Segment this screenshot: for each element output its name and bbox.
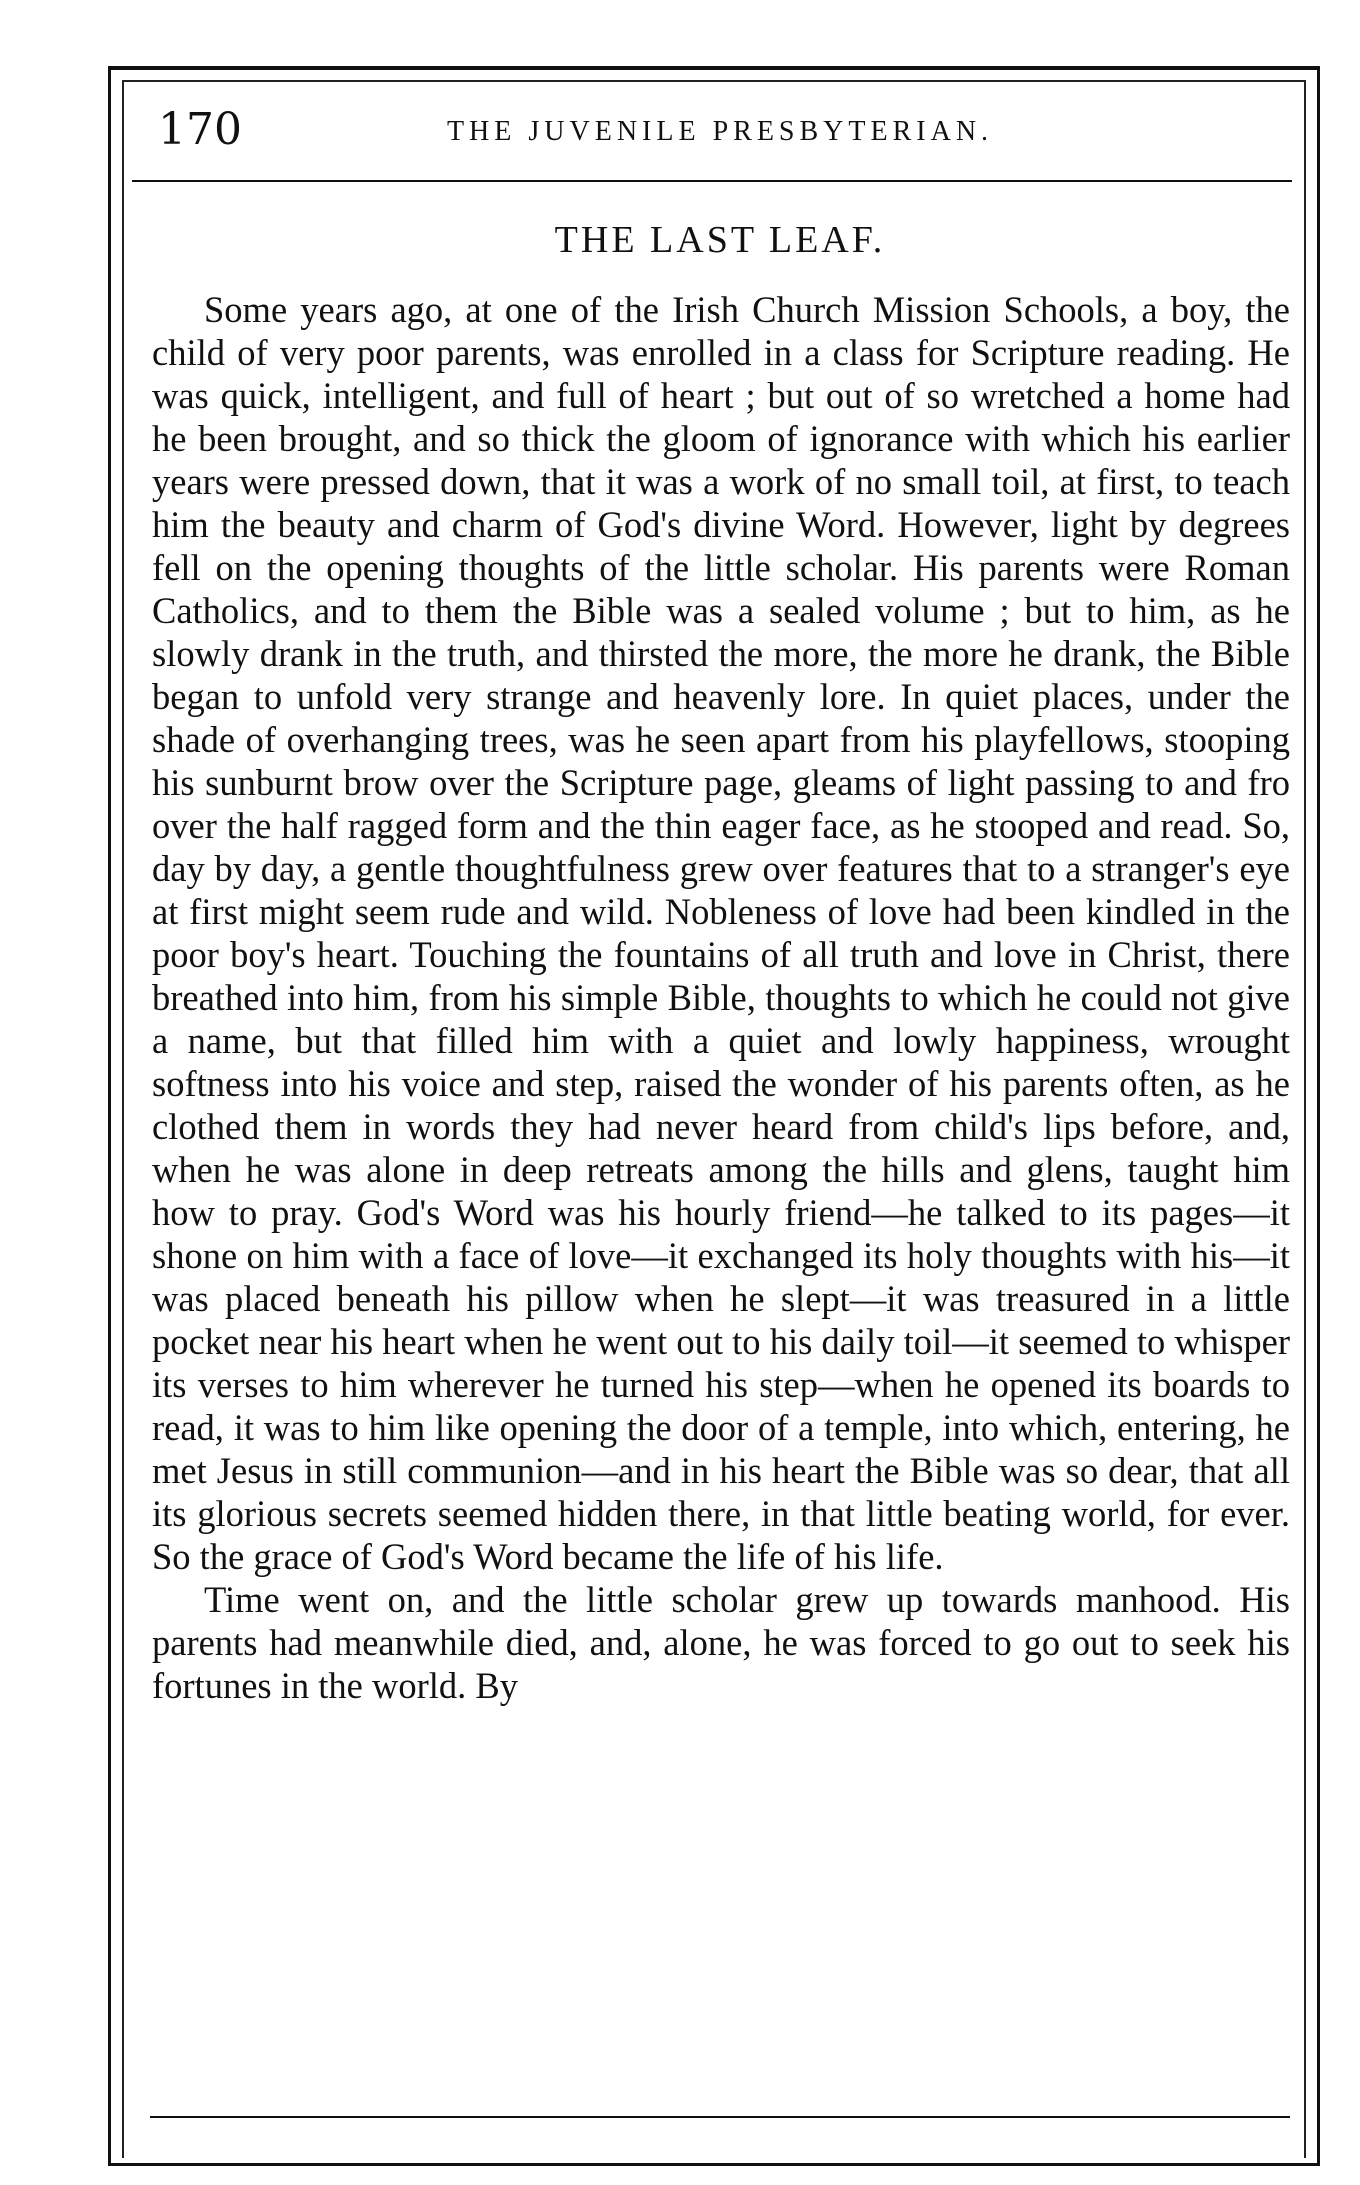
- page-header: [150, 96, 1290, 166]
- article-body: [152, 288, 1290, 1707]
- paragraph: Some years ago, at one of the Irish Church Mission Schools, a boy, the child of very poor parents, was enrolled in a class for Scripture reading. He was quick, intelligent, and full of heart ; but out of so wretched a home had he been brought, and so thick the gloom of ignorance with which his earlier years were pressed down, that it was a work of no small toil, at first, to teach him the beauty and charm of God's divine Word. However, light by degrees fell on the opening thoughts of the little scholar. His parents were Roman Catholics, and to them the Bible was a sealed volume ; but to him, as he slowly drank in the truth, and thirsted the more, the more he drank, the Bible began to unfold very strange and heavenly lore. In quiet places, under the shade of overhanging trees, was he seen apart from his playfellows, stooping his sunburnt brow over the Scripture page, gleams of light passing to and fro over the half ragged form and the thin eager face, as he stooped and read. So, day by day, a gentle thoughtfulness grew over features that to a stranger's eye at first might seem rude and wild. Nobleness of love had been kindled in the poor boy's heart. Touching the fountains of all truth and love in Christ, there breathed into him, from his simple Bible, thoughts to which he could not give a name, but that filled him with a quiet and lowly happiness, wrought softness into his voice and step, raised the wonder of his parents often, as he clothed them in words they had never heard from child's lips before, and, when he was alone in deep retreats among the hills and glens, taught him how to pray. God's Word was his hourly friend—he talked to its pages—it shone on him with a face of love—it exchanged its holy thoughts with his—it was placed beneath his pillow when he slept—it was treasured in a little pocket near his heart when he went out to his daily toil—it seemed to whisper its verses to him wherever he turned his step—when he opened its boards to read, it was to him like opening the door of a temple, into which, entering, he met Jesus in still communion—and in his heart the Bible was so dear, that all its glorious secrets seemed hidden there, in that little beating world, for ever. So the grace of God's Word became the life of his life.: [152, 289, 1290, 1577]
- header-rule: [132, 180, 1292, 182]
- paragraph: Time went on, and the little scholar grew up towards manhood. His parents had meanwhile died, and, alone, he was forced to go out to seek his fortunes in the world. By: [152, 1579, 1290, 1706]
- page-number: 170: [158, 104, 242, 155]
- running-head: THE JUVENILE PRESBYTERIAN.: [446, 116, 994, 147]
- footer-rule: [150, 2116, 1290, 2118]
- article-title: THE LAST LEAF.: [554, 219, 886, 261]
